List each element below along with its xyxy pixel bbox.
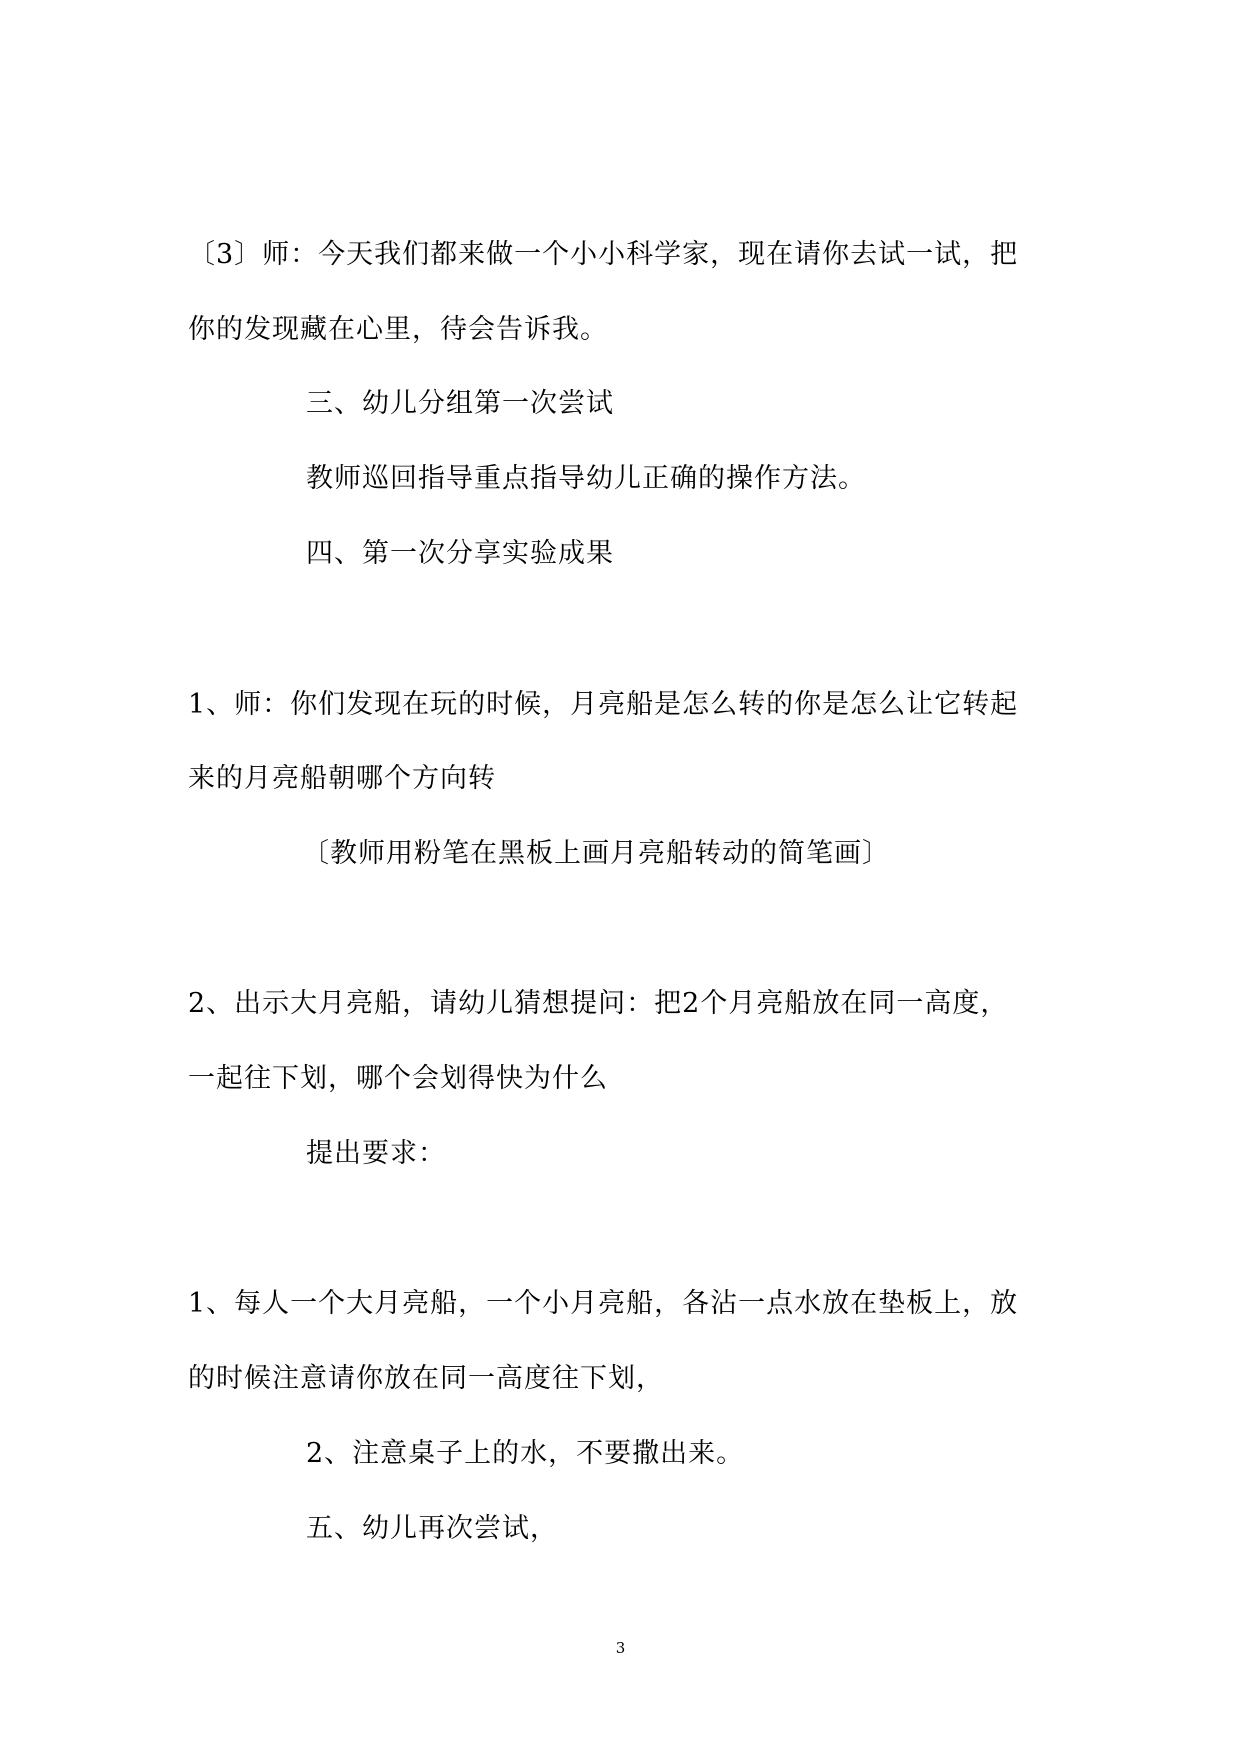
paragraph-line: 教师巡回指导重点指导幼儿正确的操作方法。 xyxy=(306,463,866,494)
paragraph-line: 2、出示大月亮船，请幼儿猜想提问：把2个月亮船放在同一高度， xyxy=(188,988,1009,1019)
paragraph-line: 一起往下划，哪个会划得快为什么 xyxy=(188,1063,608,1094)
paragraph-line: 提出要求： xyxy=(306,1138,446,1169)
paragraph-line: 〔3〕师：今天我们都来做一个小小科学家，现在请你去试一试，把 xyxy=(188,239,1019,270)
page-number: 3 xyxy=(615,1639,626,1657)
section-heading: 五、幼儿再次尝试， xyxy=(306,1513,558,1544)
paragraph-line: 的时候注意请你放在同一高度往下划， xyxy=(188,1363,664,1394)
paragraph-line: 你的发现藏在心里，待会告诉我。 xyxy=(188,314,608,345)
paragraph-line: 2、注意桌子上的水，不要撒出来。 xyxy=(306,1438,745,1469)
section-heading: 四、第一次分享实验成果 xyxy=(306,538,614,569)
section-heading: 三、幼儿分组第一次尝试 xyxy=(306,388,614,419)
paragraph-line: 〔教师用粉笔在黑板上画月亮船转动的简笔画〕 xyxy=(302,838,890,869)
paragraph-line: 来的月亮船朝哪个方向转 xyxy=(188,763,496,794)
paragraph-line: 1、每人一个大月亮船，一个小月亮船，各沾一点水放在垫板上，放 xyxy=(188,1288,1019,1319)
paragraph-line: 1、师：你们发现在玩的时候，月亮船是怎么转的你是怎么让它转起 xyxy=(188,689,1019,720)
